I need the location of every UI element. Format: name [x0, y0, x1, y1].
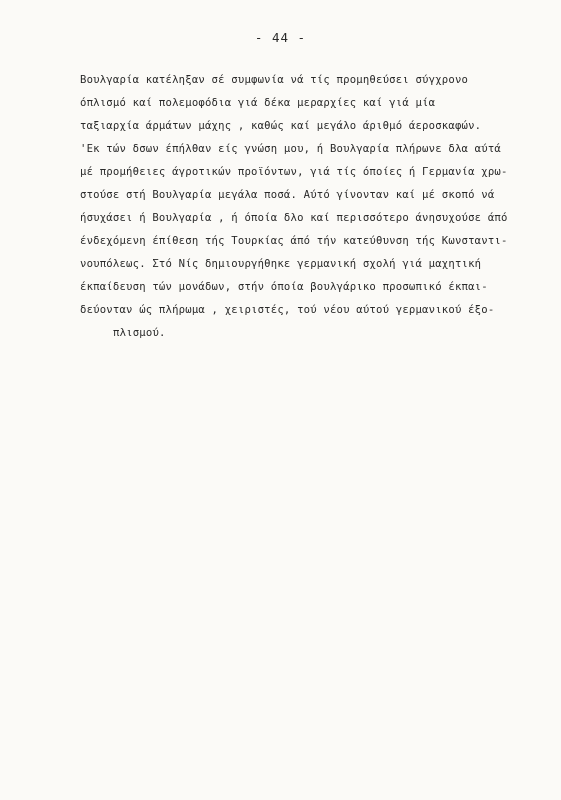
text-line: δεύονταν ώς πλήρωμα , χειριστές, τού νέου αύτού γερμανικού έξο-	[80, 304, 495, 316]
text-line: πλισμού.	[113, 327, 166, 339]
text-line: μέ προμήθειες άγροτικών προϊόντων, γιά τίς όποίες ή Γερμανία χρω-	[80, 166, 508, 178]
text-line: έκπαίδευση τών μονάδων, στήν όποία βουλγάρικο προσωπικό έκπαι-	[80, 281, 488, 293]
text-line: νουπόλεως. Στό Νίς δημιουργήθηκε γερμανική σχολή γιά μαχητική	[80, 258, 482, 270]
text-line: Βουλγαρία κατέληξαν σέ συμφωνία νά τίς προμηθεύσει σύγχρονο	[80, 74, 469, 86]
text-line: στούσε στή Βουλγαρία μεγάλα ποσά. Αύτό γίνονταν καί μέ σκοπό νά	[80, 189, 495, 201]
text-line: ένδεχόμενη έπίθεση τής Τουρκίας άπό τήν κατεύθυνση τής Κωνσταντι-	[80, 235, 508, 247]
page-number: - 44 -	[254, 30, 307, 45]
text-line: ήσυχάσει ή Βουλγαρία , ή όποία δλο καί περισσότερο άνησυχούσε άπό	[80, 212, 508, 224]
text-line: 'Εκ τών δσων έπήλθαν είς γνώση μου, ή Βουλγαρία πλήρωνε δλα αύτά	[80, 143, 501, 155]
text-line: ταξιαρχία άρμάτων μάχης , καθώς καί μεγάλο άριθμό άεροσκαφών.	[80, 120, 482, 132]
text-line: όπλισμό καί πολεμοφόδια γιά δέκα μεραρχίες καί γιά μία	[80, 97, 436, 109]
